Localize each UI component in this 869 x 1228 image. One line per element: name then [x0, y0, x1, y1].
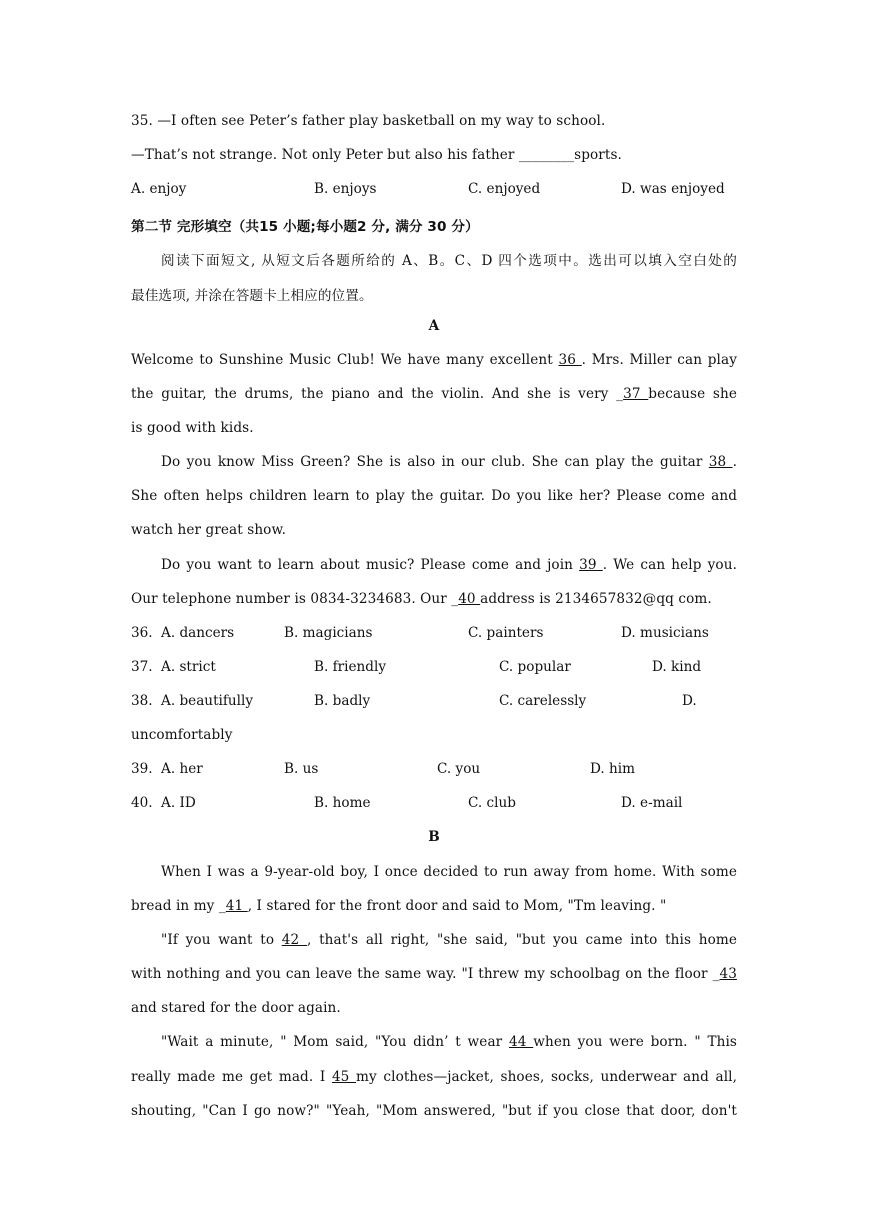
blank-45: 45 [331, 1069, 357, 1085]
passage-b-line: When I was a 9-year-old boy, I once decided to run away from home. With some [161, 864, 737, 880]
option-c: C. popular [499, 659, 571, 675]
option-b: B. us [284, 761, 319, 777]
q35-option-d: D. was enjoyed [621, 181, 725, 197]
option-d: D. him [590, 761, 636, 777]
question-number: 39. [131, 761, 153, 777]
option-a: A. her [161, 761, 203, 777]
option-c: C. painters [468, 625, 544, 641]
passage-b-line: and stared for the door again. [131, 1000, 341, 1016]
q35-option-b: B. enjoys [314, 181, 377, 197]
blank-40: 40 [458, 591, 481, 607]
option-b: B. friendly [314, 659, 387, 675]
option-c: C. club [468, 795, 516, 811]
passage-a-line: Do you know Miss Green? She is also in our club. She can play the guitar 38 . [161, 454, 737, 470]
option-b: B. magicians [284, 625, 373, 641]
option-d: D. kind [652, 659, 702, 675]
passage-b-line: shouting, "Can I go now?" "Yeah, "Mom answered, "but if you close that door, don't [131, 1103, 737, 1119]
option-d: D. [682, 693, 697, 709]
q35-option-c: C. enjoyed [468, 181, 541, 197]
question-row [131, 761, 737, 781]
question-row [131, 625, 737, 645]
blank-44: 44 [509, 1034, 534, 1050]
passage-a-line: watch her great show. [131, 522, 287, 538]
blank-43: 43 [719, 966, 737, 982]
q35-reply: —That’s not strange. Not only Peter but also his father ________sports. [131, 147, 622, 163]
passage-a-line: She often helps children learn to play the guitar. Do you like her? Please come and [131, 488, 737, 504]
blank-38: 38 [708, 454, 733, 470]
option-a: A. beautifully [161, 693, 254, 709]
passage-b-title: B [428, 829, 440, 845]
option-a: A. dancers [161, 625, 235, 641]
blank-39: 39 [579, 557, 603, 573]
question-number: 37. [131, 659, 153, 675]
blank-36: 36 [558, 352, 582, 368]
passage-a-title: A [428, 318, 440, 334]
option-b: B. badly [314, 693, 371, 709]
option-c: C. you [437, 761, 481, 777]
option-d-continued: uncomfortably [131, 727, 233, 743]
passage-a-line: Do you want to learn about music? Please come and join 39 . We can help you. [161, 557, 737, 573]
q35-options [131, 181, 737, 201]
option-d: D. musicians [621, 625, 709, 641]
passage-a-line: is good with kids. [131, 420, 254, 436]
passage-b-line: "If you want to 42 , that's all right, "she said, "but you came into this home [161, 932, 737, 948]
passage-b-line: "Wait a minute, " Mom said, "You didn’ t wear 44 when you were born. " This [161, 1034, 737, 1050]
question-number: 40. [131, 795, 153, 811]
question-row [131, 795, 737, 815]
passage-b-line: with nothing and you can leave the same way. "I threw my schoolbag on the floor _43 [131, 966, 737, 982]
section-instruction-2: 最佳选项, 并涂在答题卡上相应的位置。 [131, 288, 373, 304]
question-number: 36. [131, 625, 153, 641]
blank-41: 41 [225, 898, 248, 914]
question-row [131, 693, 737, 713]
option-c: C. carelessly [499, 693, 587, 709]
option-d: D. e-mail [621, 795, 683, 811]
question-number: 38. [131, 693, 153, 709]
option-b: B. home [314, 795, 371, 811]
blank-42: 42 [281, 932, 307, 948]
section-instruction-1: 阅读下面短文, 从短文后各题所给的 A、B。C、D 四个选项中。选出可以填入空白处的 [161, 253, 737, 269]
passage-a-line: Welcome to Sunshine Music Club! We have many excellent 36 . Mrs. Miller can play [131, 352, 737, 368]
option-a: A. strict [161, 659, 216, 675]
passage-a-line: Our telephone number is 0834-3234683. Our _40 address is 2134657832@qq com. [131, 591, 712, 607]
q35-option-a: A. enjoy [131, 181, 187, 197]
passage-b-line: really made me get mad. I 45 my clothes—jacket, shoes, socks, underwear and all, [131, 1069, 738, 1085]
passage-b-line: bread in my _41 , I stared for the front door and said to Mom, "Tm leaving. " [131, 898, 667, 914]
question-row [131, 659, 737, 679]
section-heading: 第二节 完形填空（共15 小题;每小题2 分, 满分 30 分） [131, 219, 479, 235]
blank-37: 37 [623, 386, 649, 402]
option-a: A. ID [161, 795, 196, 811]
q35-stem: 35. —I often see Peter’s father play basketball on my way to school. [131, 113, 606, 129]
passage-a-line: the guitar, the drums, the piano and the violin. And she is very _37 because she [131, 386, 738, 402]
